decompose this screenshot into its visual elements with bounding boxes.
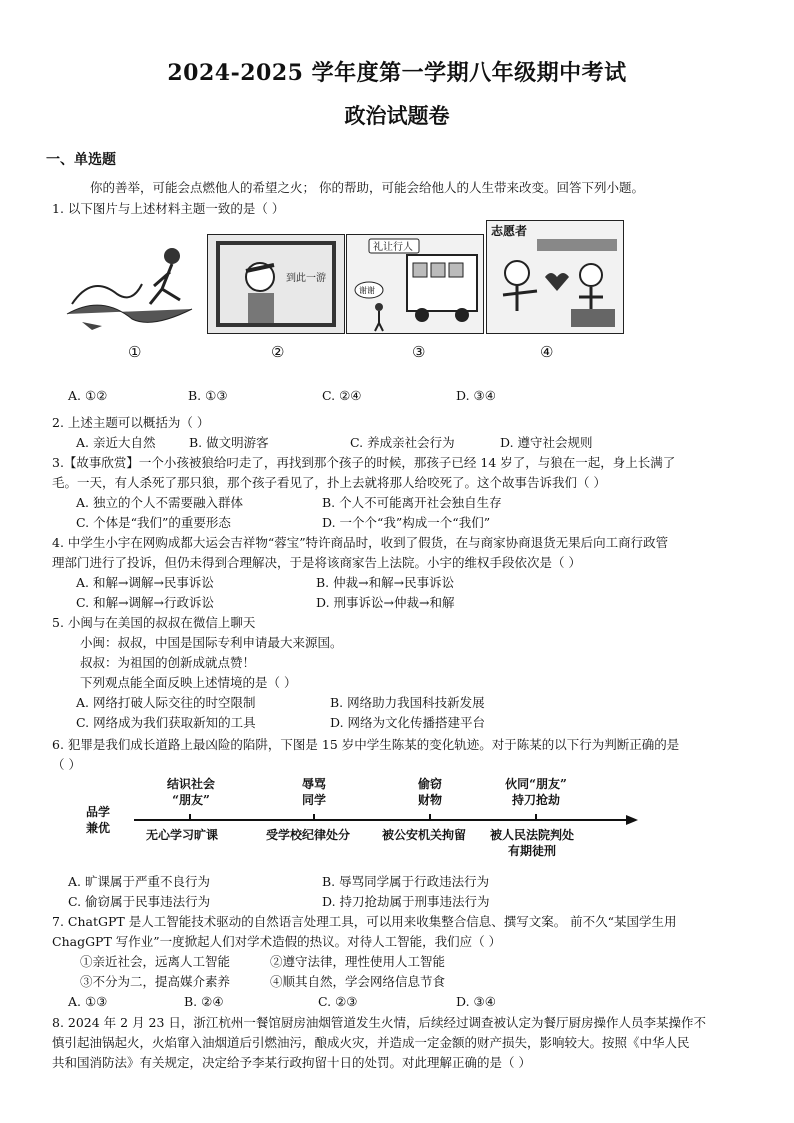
q8-line-2: 慎引起油锅起火，火焰窜入油烟道后引燃油污，酿成火灾，并造成一定金额的财产损失，影响较大。按照《中华人民 [52, 1035, 690, 1050]
q8-line-3: 共和国消防法》有关规定，决定给予李某行政拘留十日的处罚。对此理解正确的是（ ） [52, 1055, 531, 1070]
q6-option-d[interactable]: D. 持刀抢劫属于刑事违法行为 [322, 894, 490, 909]
picture-2-label: ② [271, 343, 285, 361]
q4-option-c[interactable]: C. 和解→调解→行政诉讼 [76, 595, 215, 610]
picture-1-label: ① [128, 343, 142, 361]
intro-text: 你的善举，可能会点燃他人的希望之火； 你的帮助，可能会给他人的人生带来改变。回答下列小题。 [90, 180, 644, 195]
picture-3-illustration [347, 235, 483, 333]
q3-option-d[interactable]: D. 一个个“我”构成一个“我们” [322, 515, 491, 530]
q7-item-1: ①亲近社会，远离人工智能 [80, 954, 231, 969]
q7-option-a[interactable]: A. ①③ [68, 994, 108, 1009]
q2-option-d[interactable]: D. 遵守社会规则 [500, 435, 593, 450]
timeline-event-3: 偷窃 财物 [417, 777, 442, 807]
picture-4 [486, 220, 624, 334]
timeline-event-1: 结识社会 “朋友” [166, 777, 215, 807]
picture-3 [346, 234, 484, 334]
picture-4-illustration [487, 221, 623, 333]
picture-3-sign: 礼让行人 [373, 242, 413, 253]
q3-option-c[interactable]: C. 个体是“我们”的重要形态 [76, 515, 231, 530]
q2-option-a[interactable]: A. 亲近大自然 [76, 435, 156, 450]
q8-line-1: 8. 2024 年 2 月 23 日，浙江杭州一餐馆厨房油烟管道发生火情，后续经过调查被认定为餐厅厨房操作人员李某操作不 [52, 1015, 706, 1030]
q6-line-2: （ ） [52, 757, 81, 772]
q7-option-b[interactable]: B. ②④ [184, 994, 224, 1009]
q7-line-1: 7. ChatGPT 是人工智能技术驱动的自然语言处理工具，可以用来收集整合信息、撰写文案。 前不久“某国学生用 [52, 914, 677, 929]
q3-option-a[interactable]: A. 独立的个人不需要融入群体 [76, 495, 243, 510]
q7-item-4: ④顺其自然，学会网络信息节食 [270, 974, 446, 989]
q1-option-c[interactable]: C. ②④ [322, 388, 362, 403]
q1-option-b[interactable]: B. ①③ [188, 388, 228, 403]
picture-3-bubble: 谢谢 [359, 286, 375, 295]
q3-option-b[interactable]: B. 个人不可能离开社会独自生存 [322, 495, 502, 510]
q6-line-1: 6. 犯罪是我们成长道路上最凶险的陷阱，下图是 15 岁中学生陈某的变化轨迹。对于陈某的以下行为判断正确的是 [52, 737, 680, 752]
q6-option-b[interactable]: B. 辱骂同学属于行政违法行为 [322, 874, 490, 889]
picture-4-label: ④ [540, 343, 554, 361]
q5-dialog-1: 小闽：叔叔，中国是国际专利申请最大来源国。 [80, 635, 343, 650]
q3-line-1: 3.【故事欣赏】一个小孩被狼给叼走了，再找到那个孩子的时候，那孩子已经 14 岁了，与狼在一起，身上长满了 [52, 455, 676, 470]
q2-option-b[interactable]: B. 做文明游客 [189, 435, 269, 450]
q5-stem: 5. 小闽与在美国的叔叔在微信上聊天 [52, 615, 256, 630]
q5-option-c[interactable]: C. 网络成为我们获取新知的工具 [76, 715, 256, 730]
picture-2-illustration [208, 235, 344, 333]
q5-option-b[interactable]: B. 网络助力我国科技新发展 [330, 695, 485, 710]
q6-timeline [86, 772, 646, 862]
timeline-start-label: 品学 兼优 [86, 805, 111, 835]
q5-ask: 下列观点能全面反映上述情境的是（ ） [80, 675, 297, 690]
q1-stem: 1. 以下图片与上述材料主题一致的是（ ） [52, 201, 285, 216]
q2-stem: 2. 上述主题可以概括为（ ） [52, 415, 210, 430]
exam-subtitle: 政治试题卷 [344, 103, 450, 128]
picture-1-illustration [62, 234, 198, 332]
q4-line-2: 理部门进行了投诉，但仍未得到合理解决，于是将该商家告上法院。小宇的维权手段依次是（ ） [52, 555, 581, 570]
q5-option-a[interactable]: A. 网络打破人际交往的时空限制 [76, 695, 256, 710]
timeline-consequence-2: 受学校纪律处分 [266, 828, 351, 842]
picture-3-label: ③ [412, 343, 426, 361]
q7-item-3: ③不分为二，提高媒介素养 [80, 974, 231, 989]
timeline-consequence-3: 被公安机关拘留 [382, 828, 467, 842]
timeline-event-2: 辱骂 同学 [301, 777, 326, 807]
q4-option-d[interactable]: D. 刑事诉讼→仲裁→和解 [316, 595, 455, 610]
q4-option-a[interactable]: A. 和解→调解→民事诉讼 [76, 575, 214, 590]
q5-dialog-2: 叔叔：为祖国的创新成就点赞！ [80, 655, 256, 670]
section-heading: 一、单选题 [46, 152, 116, 168]
picture-2-caption: 到此一游 [286, 273, 326, 284]
timeline-consequence-1: 无心学习旷课 [146, 828, 219, 842]
q3-line-2: 毛。一天，有人杀死了那只狼，那个孩子看见了，扑上去就将那人给咬死了。这个故事告诉我们（ ） [52, 475, 606, 490]
q6-option-a[interactable]: A. 旷课属于严重不良行为 [68, 874, 210, 889]
q1-option-d[interactable]: D. ③④ [456, 388, 496, 403]
q7-option-d[interactable]: D. ③④ [456, 994, 496, 1009]
q5-option-d[interactable]: D. 网络为文化传播搭建平台 [330, 715, 486, 730]
q1-option-a[interactable]: A. ①② [68, 388, 108, 403]
exam-title: 2024-2025 学年度第一学期八年级期中考试 [167, 60, 627, 86]
q6-option-c[interactable]: C. 偷窃属于民事违法行为 [68, 894, 211, 909]
q7-option-c[interactable]: C. ②③ [318, 994, 358, 1009]
timeline-event-4: 伙同“朋友” 持刀抢劫 [505, 777, 567, 807]
q7-item-2: ②遵守法律，理性使用人工智能 [270, 954, 446, 969]
picture-4-caption: 志愿者 [491, 224, 528, 238]
q4-option-b[interactable]: B. 仲裁→和解→民事诉讼 [316, 575, 455, 590]
picture-1 [62, 234, 198, 332]
q2-option-c[interactable]: C. 养成亲社会行为 [350, 435, 455, 450]
q4-line-1: 4. 中学生小宇在网购成都大运会吉祥物“蓉宝”特许商品时，收到了假货，在与商家协商退货无果后向工商行政管 [52, 535, 669, 550]
picture-2 [207, 234, 345, 334]
q7-line-2: ChagGPT 写作业”一度掀起人们对学术造假的热议。对待人工智能，我们应（ ） [52, 934, 502, 949]
timeline-consequence-4: 被人民法院判处 有期徒刑 [490, 828, 575, 858]
